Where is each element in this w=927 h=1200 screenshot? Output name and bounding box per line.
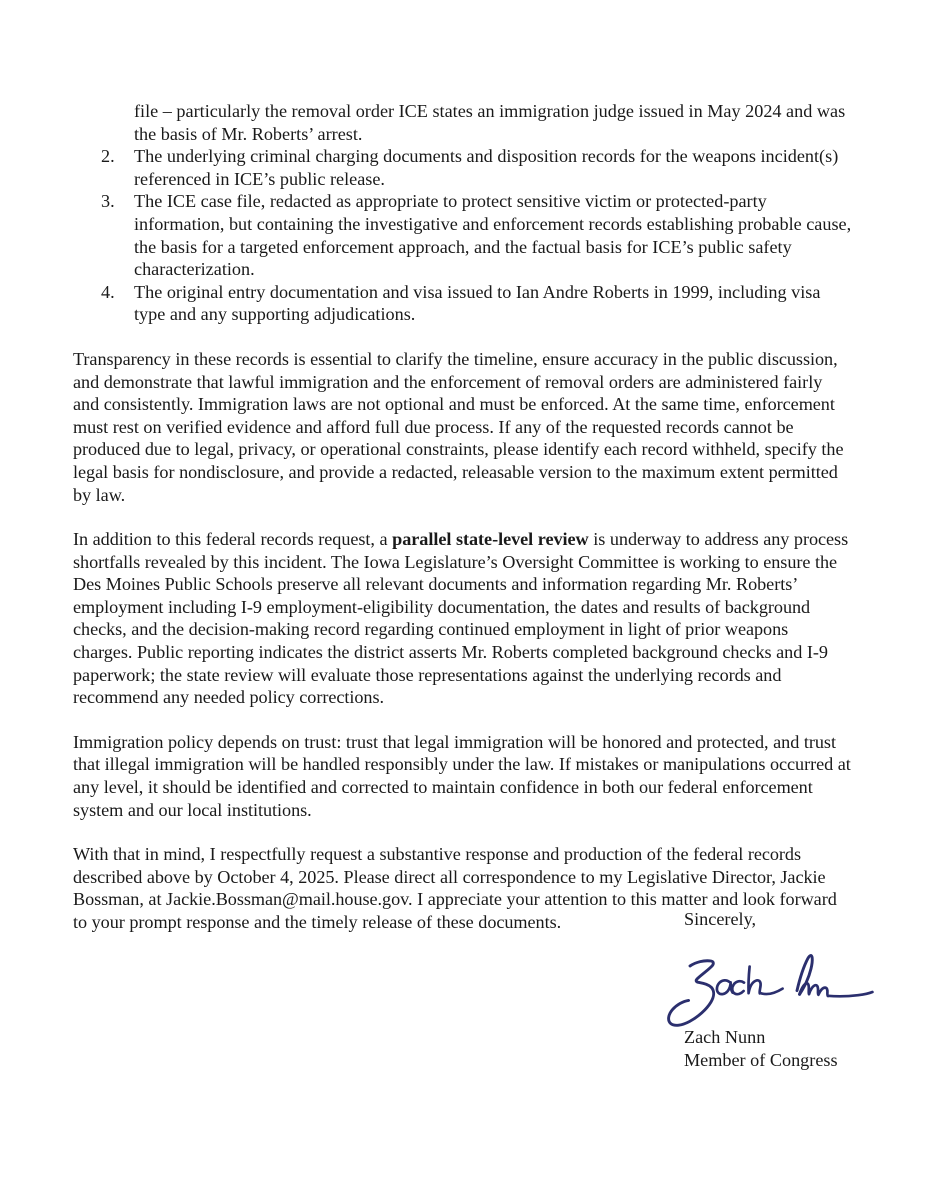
paragraph-transparency: Transparency in these records is essential to clarify the timeline, ensure accuracy in the public discussion, and demonstrate that lawful immigration and the enforcement of removal orders are administered fairly and consistently. Immigration laws are not optional and must be enforced. At the same time, enforcement must rest on verified evidence and afford full due process. If any of the requested records cannot be produced due to legal, privacy, or operational constraints, please identify each record withheld, specify the legal basis for nondisclosure, and provide a redacted, releasable version to the maximum extent permitted by law. <box>73 348 844 505</box>
letter-body <box>73 100 852 956</box>
list-item-text: The original entry documentation and visa issued to Ian Andre Roberts in 1999, including visa type and any supporting adjudications. <box>134 281 821 325</box>
state-review-emphasis: parallel state-level review <box>392 529 589 550</box>
list-item-text: The ICE case file, redacted as appropriate to protect sensitive victim or protected-party information, but containing the investigative and enforcement records establishing probable cause, the basis for a targeted enforcement approach, and the factual basis for ICE’s public safety characterization. <box>134 191 852 280</box>
list-item-text: The underlying criminal charging documents and disposition records for the weapons incident(s) referenced in ICE’s public release. <box>134 146 839 189</box>
list-item <box>73 100 852 145</box>
list-item <box>73 145 852 190</box>
records-request-list <box>73 100 852 326</box>
state-review-trailing-text: is underway to address any process shortfalls revealed by this incident. The Iowa Legislature’s Oversight Committee is working to ensure the Des Moines Public Schools preserve all relevant documents and information regarding Mr. Roberts’ employment including I-9 employment-eligibility documentation, the dates and results of background checks, and the decision-making record regarding continued employment in light of prior weapons charges. Public reporting indicates the district asserts Mr. Roberts completed background checks and I-9 paperwork; the state review will evaluate those representations against the underlying records and recommend any needed policy corrections. <box>73 529 849 708</box>
signature-block <box>684 908 904 1070</box>
state-review-lead-text: In addition to this federal records request, a <box>73 529 393 550</box>
signature-closing: Sincerely, <box>684 909 757 929</box>
list-item-number: 4. <box>101 281 115 302</box>
list-item-text: file – particularly the removal order ICE states an immigration judge issued in May 2024 and was the basis of Mr. Roberts’ arrest. <box>134 101 846 144</box>
paragraph-state-review <box>73 528 852 709</box>
list-item <box>73 190 852 280</box>
paragraph-trust: Immigration policy depends on trust: trust that legal immigration will be honored and protected, and trust that illegal immigration will be handled responsibly under the law. If mistakes or manipulations occurred at any level, it should be identified and corrected to maintain confidence in both our federal enforcement system and our local institutions. <box>73 731 851 820</box>
list-item <box>73 281 852 326</box>
signer-name: Zach Nunn <box>684 1027 766 1047</box>
list-item-number: 3. <box>101 191 115 212</box>
list-item-number: 2. <box>101 146 115 167</box>
signer-title: Member of Congress <box>684 1049 838 1070</box>
paragraph-closing-request: With that in mind, I respectfully request a substantive response and production of the federal records described above by October 4, 2025. Please direct all correspondence to my Legislative Director, Jackie Bossman, at Jackie.Bossman@mail.house.gov. I appreciate your attention to this matter and look forward to your prompt response and the timely release of these documents. <box>73 844 837 932</box>
